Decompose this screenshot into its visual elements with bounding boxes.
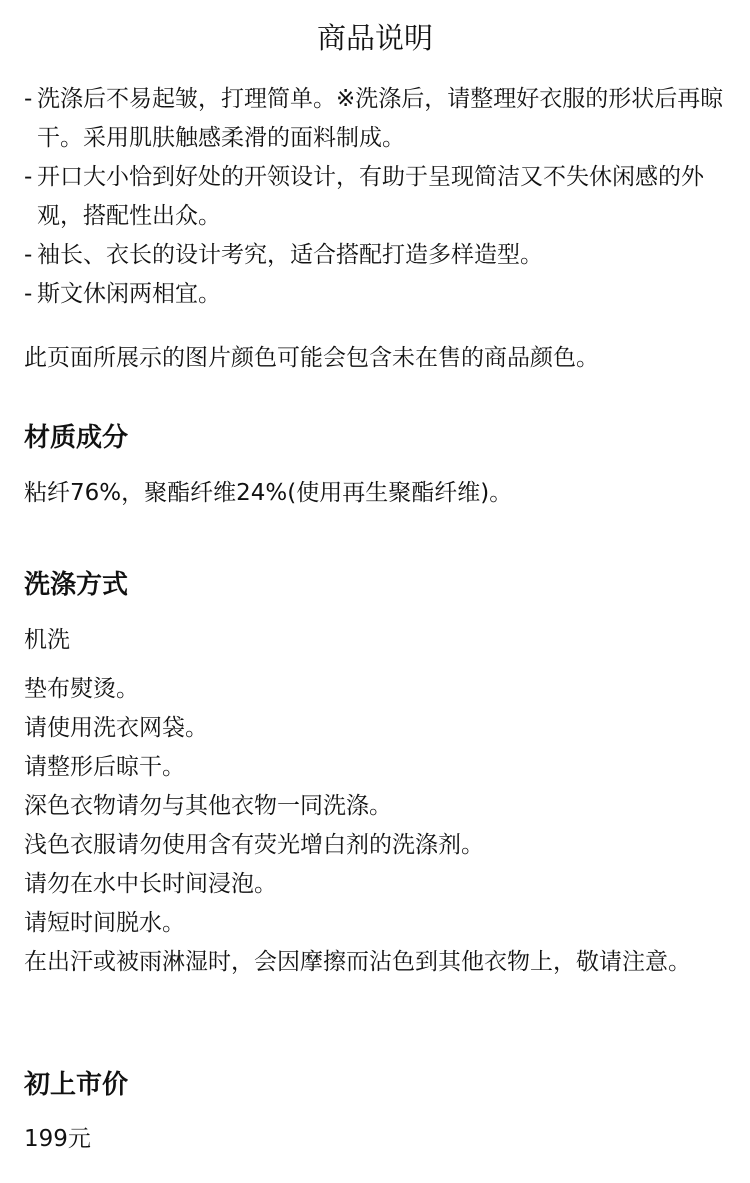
care-instruction: 在出汗或被雨淋湿时，会因摩擦而沾色到其他衣物上，敬请注意。 — [24, 949, 691, 975]
feature-text: 洗涤后不易起皱，打理简单。※洗涤后，请整理好衣服的形状后再晾干。采用肌肤触感柔滑的面料制成。 — [37, 86, 724, 151]
care-instruction: 浅色衣服请勿使用含有荧光增白剂的洗涤剂。 — [24, 832, 484, 858]
feature-item — [24, 158, 730, 236]
bullet-marker: - — [24, 86, 33, 112]
color-disclaimer: 此页面所展示的图片颜色可能会包含未在售的商品颜色。 — [24, 345, 599, 371]
care-instructions-list — [24, 670, 730, 982]
price-value: 199元 — [24, 1126, 91, 1152]
feature-item — [24, 275, 730, 314]
care-instruction: 请勿在水中长时间浸泡。 — [24, 871, 277, 897]
care-instruction: 垫布熨烫。 — [24, 676, 139, 702]
bullet-marker: - — [24, 242, 33, 268]
feature-text: 开口大小恰到好处的开领设计，有助于呈现简洁又不失休闲感的外观，搭配性出众。 — [37, 164, 704, 229]
bullet-marker: - — [24, 281, 33, 307]
care-instruction: 请短时间脱水。 — [24, 910, 185, 936]
washing-heading: 洗涤方式 — [24, 570, 129, 600]
bullet-marker: - — [24, 164, 33, 190]
care-instruction: 深色衣物请勿与其他衣物一同洗涤。 — [24, 793, 392, 819]
price-heading: 初上市价 — [24, 1070, 129, 1100]
feature-item — [24, 236, 730, 275]
feature-item — [24, 80, 730, 158]
material-heading: 材质成分 — [24, 423, 129, 453]
care-instruction: 请整形后晾干。 — [24, 754, 185, 780]
material-text: 粘纤76%，聚酯纤维24%(使用再生聚酯纤维)。 — [24, 480, 513, 506]
care-instruction: 请使用洗衣网袋。 — [24, 715, 208, 741]
feature-text: 袖长、衣长的设计考究，适合搭配打造多样造型。 — [37, 242, 543, 268]
washing-method: 机洗 — [24, 627, 70, 653]
feature-text: 斯文休闲两相宜。 — [37, 281, 221, 307]
feature-list — [24, 80, 730, 314]
page-title: 商品说明 — [316, 21, 433, 55]
